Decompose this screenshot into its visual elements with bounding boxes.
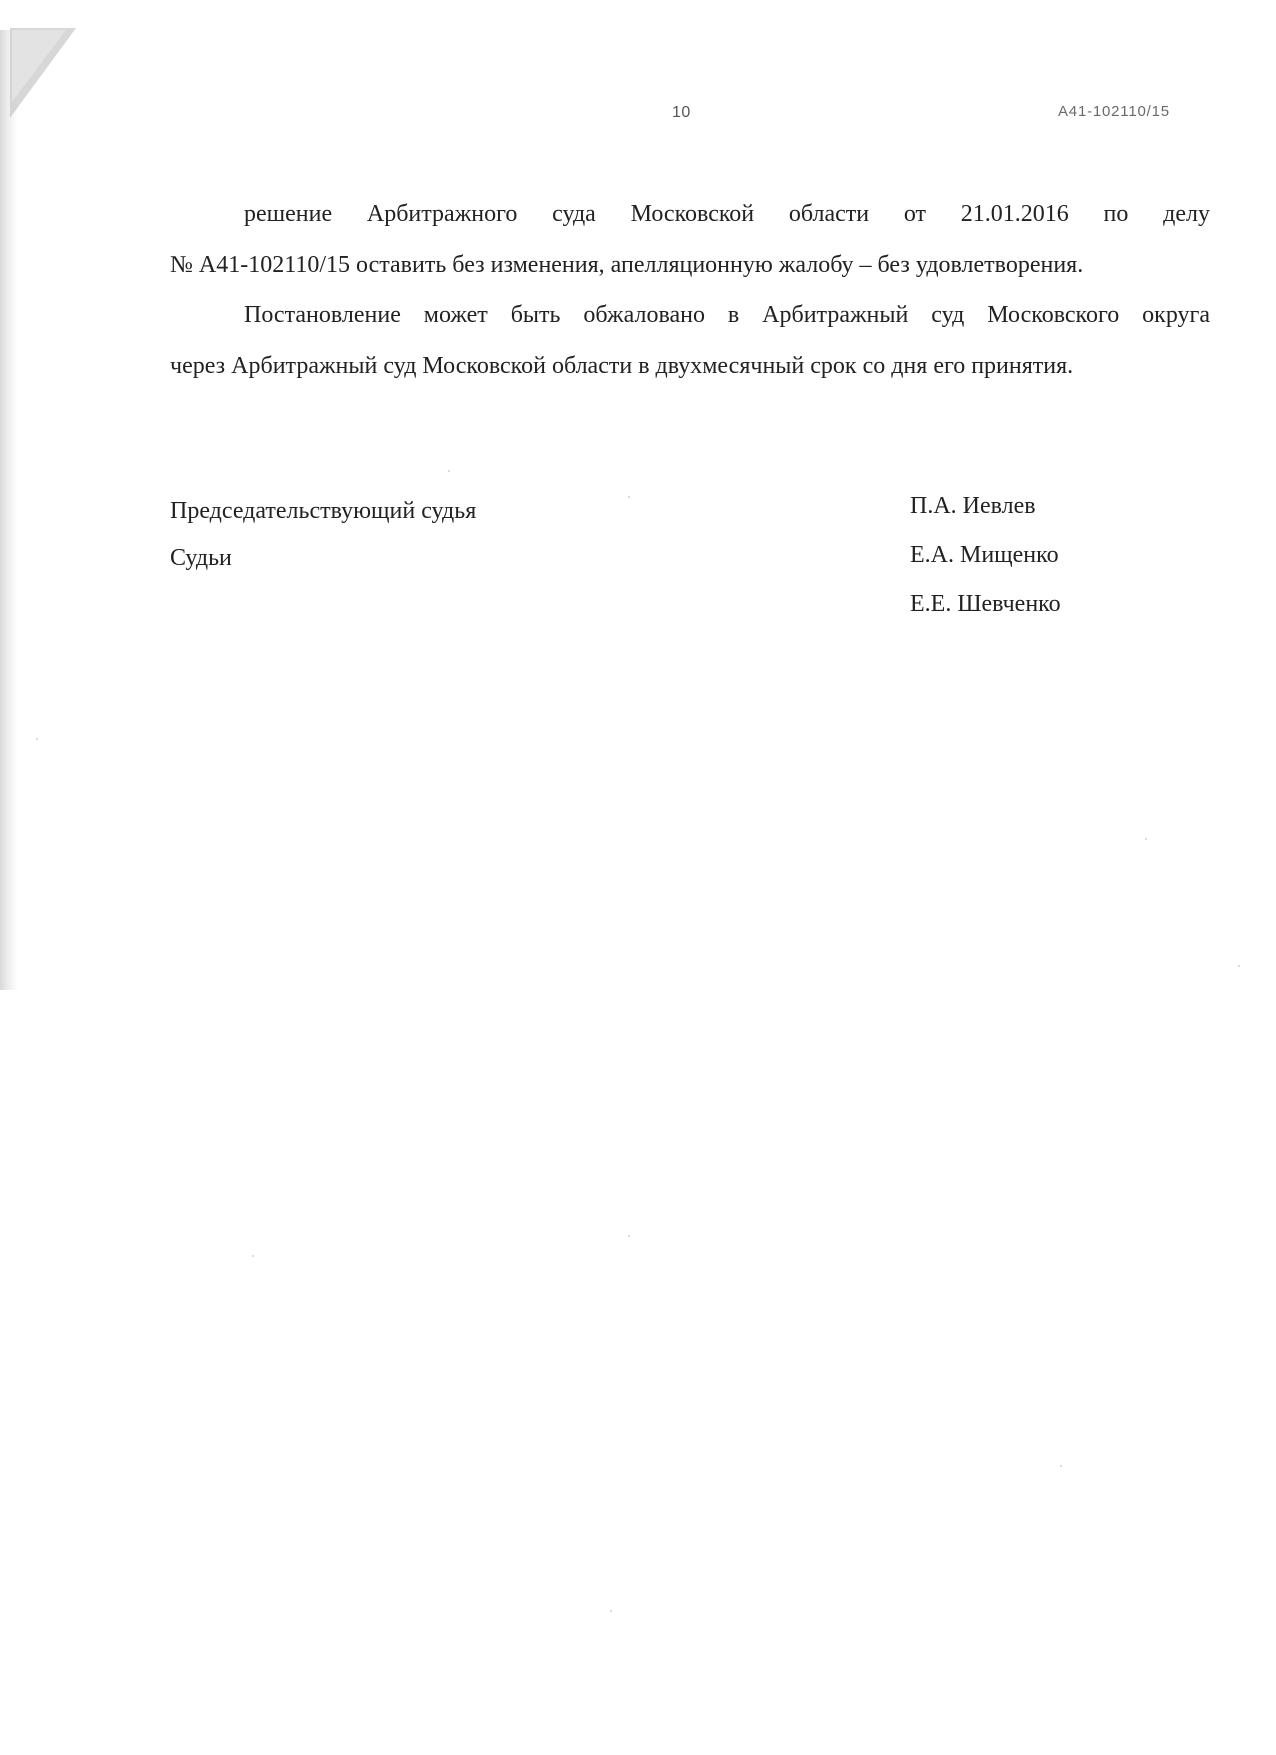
judges-title: Судьи xyxy=(170,545,232,571)
body-line-3: Постановление может быть обжаловано в Арбитражный суд Московского округа xyxy=(244,302,1210,328)
scan-speck xyxy=(252,1255,254,1257)
scan-speck xyxy=(628,496,630,498)
judge-name-shevchenko: Е.Е. Шевченко xyxy=(910,591,1061,617)
scan-speck xyxy=(36,738,38,740)
page-number: 10 xyxy=(672,104,691,121)
scan-speck xyxy=(628,1235,630,1237)
folded-corner-highlight xyxy=(12,30,66,102)
scan-speck xyxy=(448,470,450,472)
judge-name-mishchenko: Е.А. Мищенко xyxy=(910,542,1059,568)
body-line-4: через Арбитражный суд Московской области в двухмесячный срок со дня его принятия. xyxy=(170,353,1074,379)
body-line-2: № А41-102110/15 оставить без изменения, апелляционную жалобу – без удовлетворения. xyxy=(170,252,1084,278)
body-line-1: решение Арбитражного суда Московской области от 21.01.2016 по делу xyxy=(244,201,1210,227)
scan-speck xyxy=(610,1610,612,1612)
scan-speck xyxy=(1060,1465,1062,1467)
case-number: А41-102110/15 xyxy=(1058,103,1170,120)
scan-speck xyxy=(1145,838,1147,840)
scan-speck xyxy=(1238,965,1240,967)
judge-name-ievlev: П.А. Иевлев xyxy=(910,493,1036,519)
scan-shadow-edge xyxy=(0,30,18,990)
presiding-judge-title: Председательствующий судья xyxy=(170,498,477,524)
